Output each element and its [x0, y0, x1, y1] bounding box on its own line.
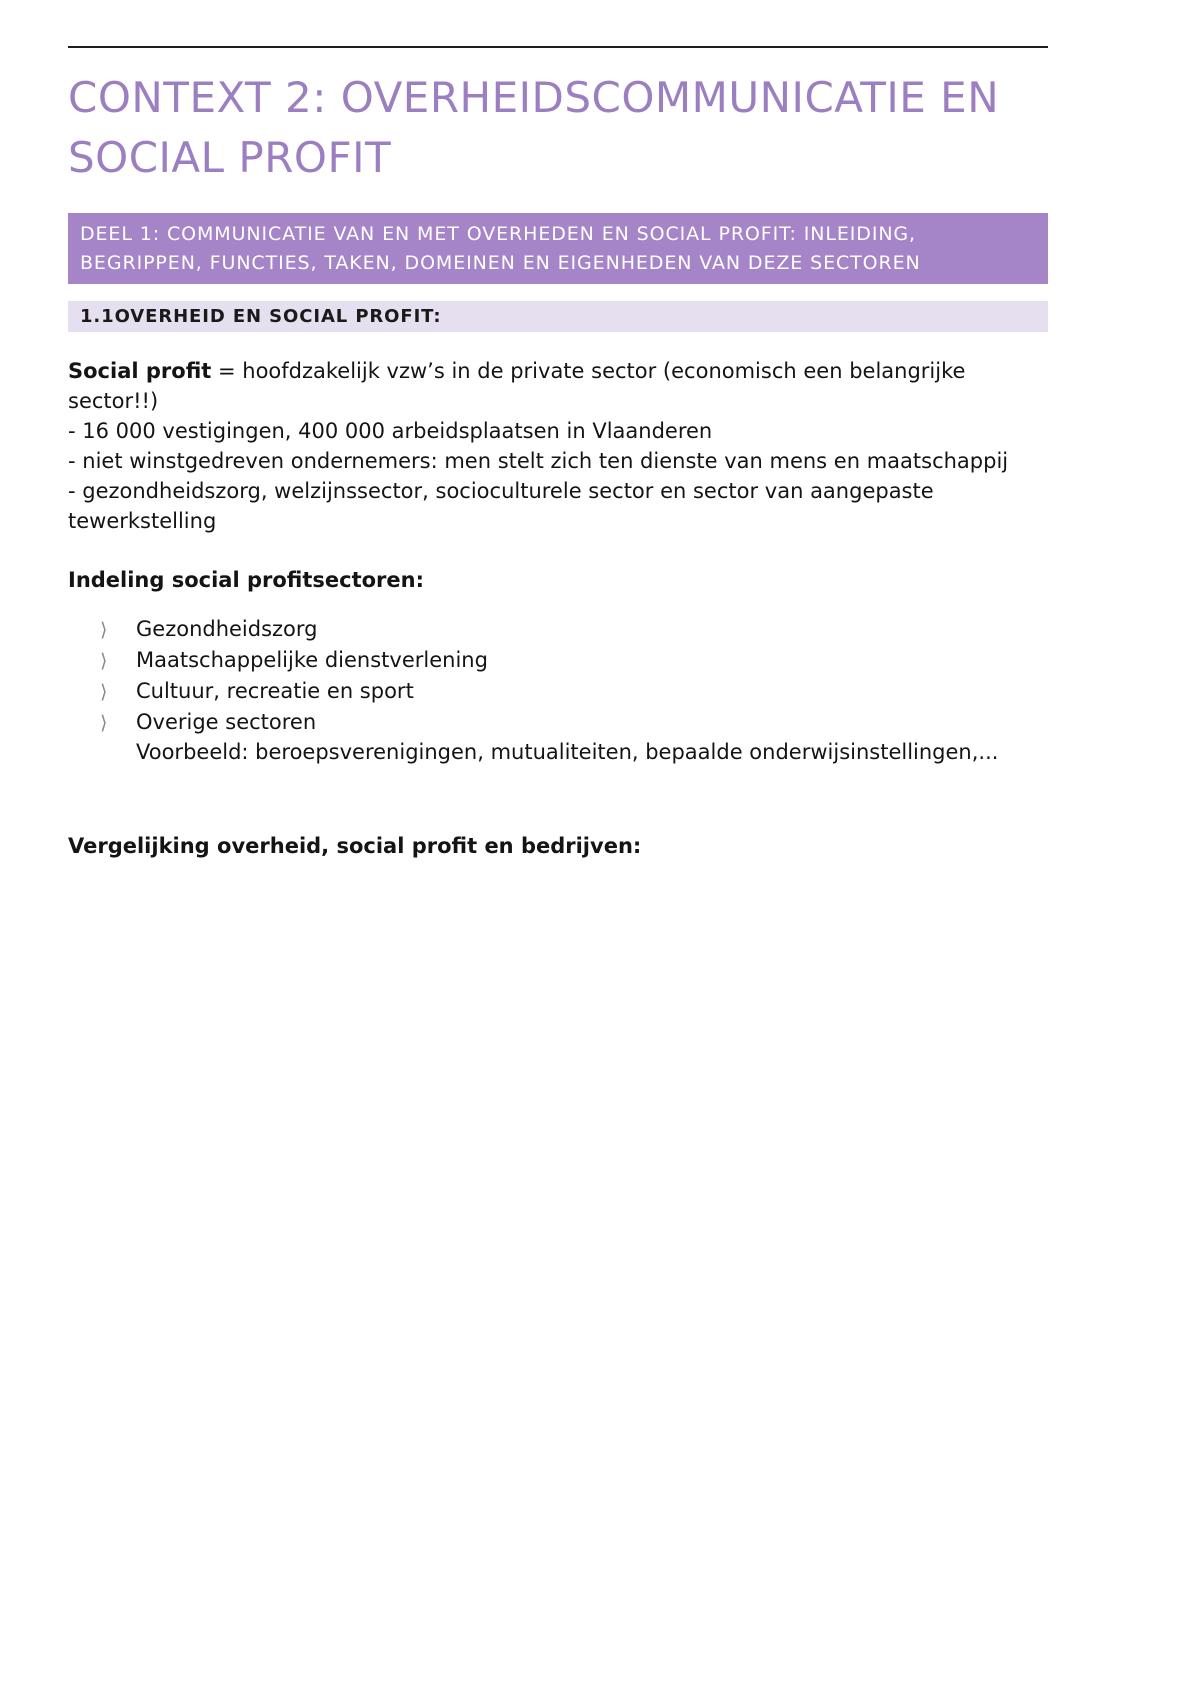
- vergelijking-heading: Vergelijking overheid, social profit en bedrijven:: [68, 833, 642, 858]
- list-item: [100, 645, 1048, 676]
- indeling-heading: Indeling social profitsectoren:: [68, 568, 425, 593]
- chevron-bullet-icon: ⟩: [100, 680, 108, 703]
- top-divider: [68, 46, 1048, 48]
- chevron-bullet-icon: ⟩: [100, 711, 108, 734]
- fact-line-niet-winstgedreven: - niet winstgedreven ondernemers: men stelt zich ten dienste van mens en maatschappij: [68, 449, 1009, 474]
- intro-definition: = hoofdzakelijk vzw’s in de private sector (economisch een belangrijke sector!!): [68, 359, 966, 414]
- page-title: CONTEXT 2: OVERHEIDSCOMMUNICATIE EN SOCIAL PROFIT: [68, 73, 1000, 182]
- list-item: [100, 614, 1048, 645]
- fact-line-sectoren: - gezondheidszorg, welzijnssector, socioculturele sector en sector van aangepaste tewerkstelling: [68, 479, 934, 534]
- part-1-banner: DEEL 1: COMMUNICATIE VAN EN MET OVERHEDEN EN SOCIAL PROFIT: INLEIDING, BEGRIPPEN, FUNCTIES, TAKEN, DOMEINEN EN EIGENHEDEN VAN DEZE SECTOREN: [68, 213, 1048, 284]
- facts-block: [68, 416, 1048, 536]
- section-heading-1-1: 1.1OVERHEID EN SOCIAL PROFIT:: [68, 301, 1048, 332]
- sector-list: [100, 614, 1048, 737]
- fact-line-vestigingen: - 16 000 vestigingen, 400 000 arbeidsplaatsen in Vlaanderen: [68, 419, 713, 444]
- sector-item-label: Gezondheidszorg: [136, 617, 318, 642]
- intro-paragraph: [68, 356, 1048, 416]
- sector-item-label: Overige sectoren: [136, 709, 317, 734]
- sector-item-label: Cultuur, recreatie en sport: [136, 678, 414, 703]
- list-item: [100, 676, 1048, 707]
- chevron-bullet-icon: ⟩: [100, 650, 108, 673]
- sector-item-label: Maatschappelijke dienstverlening: [136, 648, 488, 673]
- intro-lead-term: Social profit: [68, 359, 212, 384]
- sector-list-note: Voorbeeld: beroepsverenigingen, mutualiteiten, bepaalde onderwijsinstellingen,...: [136, 740, 999, 765]
- chevron-bullet-icon: ⟩: [100, 619, 108, 642]
- list-item: [100, 707, 1048, 738]
